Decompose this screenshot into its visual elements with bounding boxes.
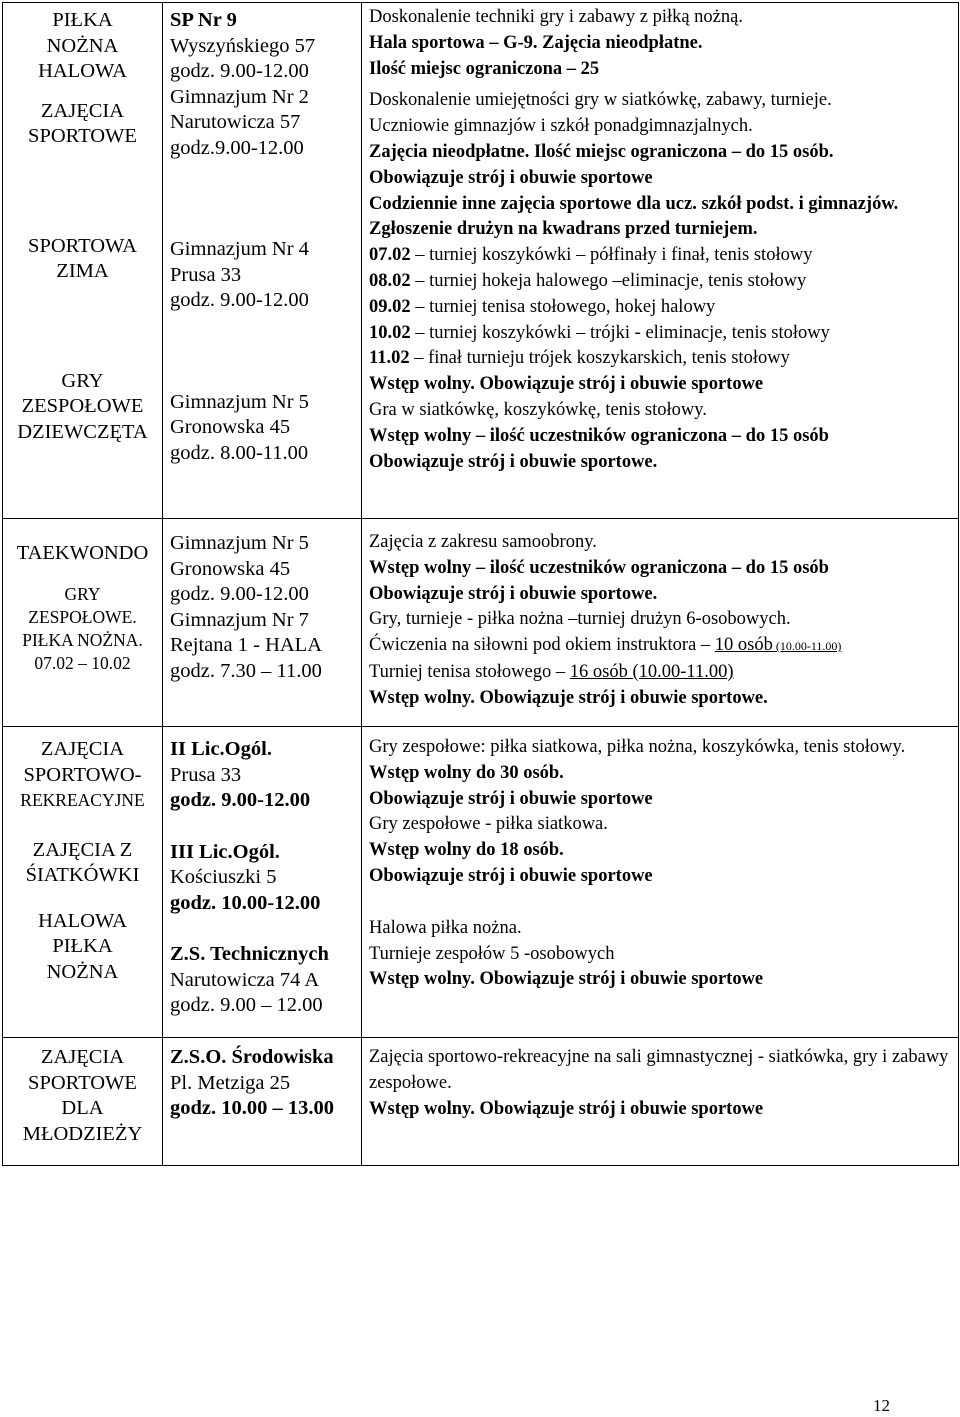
table-row <box>3 519 959 727</box>
description-cell <box>362 1038 959 1166</box>
description-block: Zajęcia sportowo-rekreacyjne na sali gimnastycznej - siatkówka, gry i zabawy zespołowe. Wstęp wolny. Obowiązuje strój i obuwie sportowe <box>369 1047 949 1119</box>
table-row <box>3 3 959 519</box>
category-cell <box>3 727 163 1038</box>
venue-cell <box>163 1038 362 1166</box>
category-label: ZAJĘCIA SPORTOWE DLA MŁODZIEŻY <box>22 1046 143 1145</box>
page-number: 12 <box>873 1396 890 1415</box>
category-cell <box>3 3 163 519</box>
venue-cell <box>163 3 362 519</box>
description-cell <box>362 519 959 727</box>
venue-block: Gimnazjum Nr 5 Gronowska 45 godz. 9.00-12.00 Gimnazjum Nr 7 Rejtana 1 - HALA godz. 7.30 – 11.00 <box>170 532 322 682</box>
venue-block: II Lic.Ogól. Prusa 33 godz. 9.00-12.00 III Lic.Ogól. Kościuszki 5 godz. 10.00-12.00 Z.S. Technicznych Narutowicza 74 A godz. 9.00 – 12.00 <box>170 738 329 1016</box>
venue-block: SP Nr 9 Wyszyńskiego 57 godz. 9.00-12.00 Gimnazjum Nr 2 Narutowicza 57 godz.9.00-12.00 Gimnazjum Nr 4 Prusa 33 godz. 9.00-12.00 Gimnazjum Nr 5 Gronowska 45 godz. 8.00-11.00 <box>170 9 316 464</box>
category-cell <box>3 519 163 727</box>
venue-block: Z.S.O. Środowiska Pl. Metziga 25 godz. 10.00 – 13.00 <box>170 1046 334 1119</box>
description-cell <box>362 727 959 1038</box>
description-cell <box>362 3 959 519</box>
table-row <box>3 727 959 1038</box>
venue-cell <box>163 519 362 727</box>
description-block: Gry zespołowe: piłka siatkowa, piłka nożna, koszykówka, tenis stołowy. Wstęp wolny do 30 osób. Obowiązuje strój i obuwie sportowe Gry zespołowe - piłka siatkowa. Wstęp wolny do 18 osób. Obowiązuje strój i obuwie sportowe Halowa piłka nożna. Turnieje zespołów 5 -osobowych Wstęp wolny. Obowiązuje strój i obuwie sportowe <box>369 737 906 990</box>
description-block: Zajęcia z zakresu samoobrony. Wstęp wolny – ilość uczestników ograniczona – do 15 osób Obowiązuje strój i obuwie sportowe. Gry, turnieje - piłka nożna –turniej drużyn 6-osobowych. Ćwiczenia na siłowni pod okiem instruktora – 10 osób (10.00-11.00) Turniej tenisa stołowego – 16 osób (10.00-11.00) Wstęp wolny. Obowiązuje strój i obuwie sportowe. <box>369 532 842 708</box>
category-label: ZAJĘCIA SPORTOWO- REKREACYJNE ZAJĘCIA Z ŚIATKÓWKI HALOWA PIŁKA NOŻNA <box>20 738 145 983</box>
category-cell <box>3 1038 163 1166</box>
category-label: PIŁKA NOŻNA HALOWA ZAJĘCIA SPORTOWE SPORTOWA ZIMA GRY ZESPOŁOWE DZIEWCZĘTA <box>17 9 148 443</box>
category-label: TAEKWONDO <box>16 542 149 564</box>
table-row <box>3 1038 959 1166</box>
description-block: Doskonalenie techniki gry i zabawy z piłką nożną. Hala sportowa – G-9. Zajęcia nieodpłatne. Ilość miejsc ograniczona – 25 Doskonalenie umiejętności gry w siatkówkę, zabawy, turnieje. Uczniowie gimnazjów i szkół ponadgimnazjalnych. Zajęcia nieodpłatne. Ilość miejsc ograniczona – do 15 osób. Obowiązuje strój i obuwie sportowe Codziennie inne zajęcia sportowe dla ucz. szkół podst. i gimnazjów. Zgłoszenie drużyn na kwadrans przed turniejem. 07.02 – turniej koszykówki – półfinały i finał, tenis stołowy 08.02 – turniej hokeja halowego –eliminacje, tenis stołowy 09.02 – turniej tenisa stołowego, hokej halowy 10.02 – turniej koszykówki – trójki - eliminacje, tenis stołowy 11.02 – finał turnieju trójek koszykarskich, tenis stołowy Wstęp wolny. Obowiązuje strój i obuwie sportowe Gra w siatkówkę, koszykówkę, tenis stołowy. Wstęp wolny – ilość uczestników ograniczona – do 15 osób Obowiązuje strój i obuwie sportowe. <box>369 7 899 472</box>
category-label: GRY ZESPOŁOWE. PIŁKA NOŻNA. 07.02 – 10.02 <box>22 583 143 673</box>
schedule-table <box>2 2 959 1166</box>
venue-cell <box>163 727 362 1038</box>
